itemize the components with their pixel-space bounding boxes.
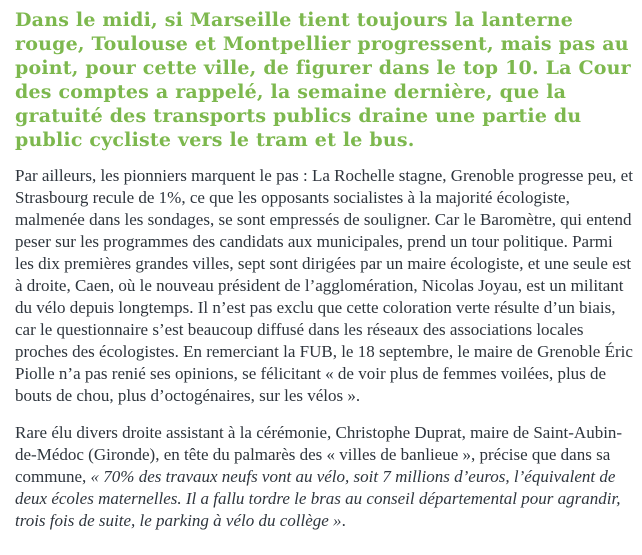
paragraph-2-quote-italic: « 70% des travaux neufs vont au vélo, soit 7 millions d’euros, l’équivalent de deux écoles maternelles. Il a fallu tordre le bras au conseil départemental pour agrandir, trois fois de suite, le parking à vélo du collège »: [15, 467, 621, 530]
paragraph-2-intro: Rare élu divers droite assistant à la cérémonie, Christophe Duprat, maire de Saint-Aubin-de-Médoc (Gironde), en tête du palmarès des « villes de banlieue », précise que dans sa commune,: [15, 423, 623, 486]
article-paragraph-2: [15, 422, 634, 532]
article-lead-paragraph: Dans le midi, si Marseille tient toujours la lanterne rouge, Toulouse et Montpellier progressent, mais pas au point, pour cette ville, de figurer dans le top 10. La Cour des comptes a rappelé, la semaine dernière, que la gratuité des transports publics draine une partie du public cycliste vers le tram et le bus.: [15, 9, 631, 151]
article-paragraph-1: Par ailleurs, les pionniers marquent le pas : La Rochelle stagne, Grenoble progresse peu, et Strasbourg recule de 1%, ce que les opposants socialistes à la majorité écologiste, malmenée dans les sondages, se sont empressés de souligner. Car le Baromètre, qui entend peser sur les programmes des candidats aux municipales, prend un tour politique. Parmi les dix premières grandes villes, sept sont dirigées par un maire écologiste, et une seule est à droite, Caen, où le nouveau président de l’agglomération, Nicolas Joyau, est un militant du vélo depuis longtemps. Il n’est pas exclu que cette coloration verte résulte d’un biais, car le questionnaire s’est beaucoup diffusé dans les réseaux des associations locales proches des écologistes. En remerciant la FUB, le 18 septembre, le maire de Grenoble Éric Piolle n’a pas renié ses opinions, se félicitant « de voir plus de femmes voilées, plus de bouts de chou, plus d’octogénaires, sur les vélos ».: [15, 166, 633, 405]
paragraph-2-period: .: [341, 511, 346, 530]
